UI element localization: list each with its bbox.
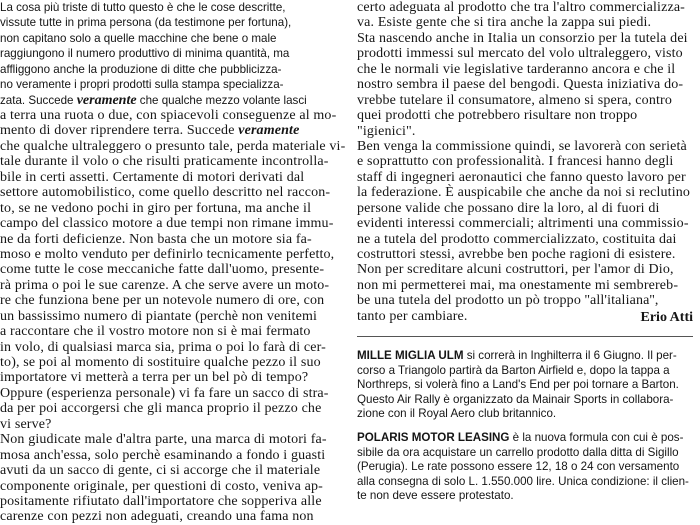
text-line: to), se poi al momento di sostituire qualche pezzo il suo	[0, 355, 321, 370]
text-line: certo adeguata al prodotto che tra l'altro commercializza-	[357, 0, 685, 15]
text-line: e soprattutto con professionalità. I francesi hanno degli	[357, 154, 674, 170]
text-line: vrebbe tutelare il consumatore, almeno si spera, contro	[357, 92, 672, 108]
text-line: Non giudicate male d'altra parte, una marca di motori fa-	[0, 432, 327, 448]
text-line: vi serve?	[0, 416, 52, 432]
text-line: carenze con pezzi non adeguati, creando una fama non	[0, 509, 314, 525]
text-line: raggiungono il numero produttivo di minima quantità, ma	[0, 47, 290, 61]
text-line: rà prima o poi le sue carenze. A che serve avere un moto-	[0, 277, 330, 293]
text-line: prodotti immessi sul mercato del volo ultraleggero, visto	[357, 46, 683, 62]
text-line: mosa anch'essa, solo perchè esaminando a fondo i guasti	[0, 447, 326, 463]
text-line: (Perugia). Le rate possono essere 12, 18 o 24 con versamento	[357, 460, 680, 474]
text-line: evidenti interessi commerciali; altrimenti una commissio-	[357, 216, 689, 232]
text-line: sibile da ora acquistare un carrello prodotto dalla ditta di Sigillo	[357, 445, 679, 459]
text-line: "igienici".	[357, 123, 416, 139]
text-line: Questo Air Rally è organizzato da Mainair Sports in collabora-	[357, 392, 674, 406]
text-line: alla consegna di solo L. 1.550.000 lire. Unica condizione: il clien-	[357, 474, 689, 488]
text-line: be una tutela del prodotto un pò troppo ''all'italiana'',	[357, 293, 659, 309]
text-line: costruttori stessi, avrebbe ben poche ragioni di esistere.	[357, 247, 676, 262]
news-headline: POLARIS MOTOR LEASING	[357, 431, 510, 444]
text-line: Sta nascendo anche in Italia un consorzio per la tutela dei	[357, 30, 688, 46]
left-serif-paragraph	[0, 108, 346, 525]
text-line: un bassissimo numero di piantate (perchè non venitemi	[0, 308, 318, 324]
text-line: ne da forti deficienze. Non basta che un motore sia fa-	[0, 231, 312, 247]
text-line: Oppure (esperienza personale) vi fa fare un sacco di stra-	[0, 385, 329, 401]
text-line: affliggono anche la produzione di ditte che pubblicizza-	[0, 62, 282, 76]
text-line: campo del classico motore a due tempi non rimane immu-	[0, 216, 334, 232]
section-divider	[357, 336, 693, 337]
text-fragment: zata. Succede	[0, 93, 77, 107]
text-line: tanto per cambiare.	[357, 308, 468, 324]
text-line: no veramente i propri prodotti sulla stampa specializza-	[0, 78, 284, 92]
text-line: da per poi accorgersi che gli manca proprio il pezzo che	[0, 401, 322, 417]
text-line: Non per screditare alcuni costruttori, per l'amor di Dio,	[357, 262, 674, 278]
text-line: settore automobilistico, come quello descritto nel raccon-	[0, 185, 331, 201]
text-line: corso a Triangolo partirà da Barton Airfield e, dopo la tappa a	[357, 363, 670, 377]
text-line	[357, 431, 693, 446]
text-line: vissute tutte in prima persona (da testimone per fortuna),	[0, 16, 292, 30]
text-line: va. Esiste gente che si tira anche la zappa sui piedi.	[357, 15, 652, 31]
text-line: che qualche ultraleggero o presunto tale, perda materiale vi-	[0, 138, 346, 154]
text-line: che le normali vie legislative tarderanno ancora e che il	[357, 61, 676, 77]
author-signature: Erio Atti	[640, 310, 693, 325]
text-line: la federazione. È auspicabile che anche da noi si reclutino	[357, 185, 691, 201]
text-line: componente originale, per questioni di costo, veniva ap-	[0, 478, 323, 494]
right-serif-paragraph	[357, 0, 693, 324]
text-line: re che funziona bene per un notevole numero di ore, con	[0, 293, 325, 309]
emphasis-text: veramente	[238, 123, 300, 139]
text-line: moso e molto venduto per definirlo tecnicamente perfetto,	[0, 246, 335, 262]
text-line	[0, 93, 338, 108]
text-line: te non deve essere protestato.	[357, 489, 514, 503]
text-line	[357, 349, 693, 364]
text-line: persone valide che possano dire la loro, al di fuori di	[357, 200, 660, 216]
text-fragment: si correrà in Inghilterra il 6 Giugno. Il per-	[463, 349, 677, 362]
news-item-mille-miglia	[357, 349, 693, 422]
text-line	[0, 123, 338, 138]
text-line: La cosa più triste di tutto questo è che le cose descritte,	[0, 1, 286, 14]
emphasis-text: veramente	[76, 92, 137, 108]
news-headline: MILLE MIGLIA ULM	[357, 349, 464, 362]
text-line: zione con il Royal Aero club britannico.	[357, 407, 557, 421]
text-fragment: mento di dover riprendere terra. Succede	[0, 123, 239, 139]
text-line: quei prodotti che potrebbero risultare non troppo	[357, 108, 638, 124]
text-line: staff di ingegneri aeronautici che fanno questo lavoro per	[357, 169, 686, 185]
text-line: non capitano solo a quelle macchine che bene o male	[0, 31, 277, 45]
text-line: nostro sembra il paese del bengodi. Questa iniziativa do-	[357, 77, 684, 93]
text-line: a raccontare che il vostro motore non si è mai fermato	[0, 324, 311, 340]
text-line: Ben venga la commissione quindi, se lavorerà con serietà	[357, 138, 687, 154]
text-line: importatore vi metterà a terra per un bel pò di tempo?	[0, 370, 309, 386]
text-line: avuti da un sacco di gente, ci si accorge che il materiale	[0, 463, 321, 479]
text-line: tale durante il volo o che risulti praticamente incontrolla-	[0, 154, 329, 170]
text-line: bile in certi assetti. Certamente di motori derivati dal	[0, 169, 305, 185]
text-line: non mi permetterei mai, ma onestamente mi sembrereb-	[357, 277, 679, 293]
text-line: come tutte le cose meccaniche fatte dall'uomo, presente-	[0, 262, 325, 278]
text-line: ne a tutela del prodotto commercializzato, costituita dai	[357, 231, 677, 247]
left-sans-paragraph	[0, 0, 338, 108]
news-item-polaris	[357, 431, 693, 504]
text-line: in volo, di qualsiasi marca sia, prima o poi lo farà di cer-	[0, 339, 326, 355]
text-fragment: che qualche mezzo volante lasci	[136, 93, 307, 107]
text-fragment: è la nuova formula con cui è pos-	[509, 431, 684, 444]
text-line: to, se ne vedono pochi in giro per fortuna, ma anche il	[0, 200, 312, 216]
text-line: Northreps, si volerà fino a Land's End per poi tornare a Barton.	[357, 378, 679, 392]
text-line: positamente rifiutato dall'importatore che sopperiva alle	[0, 493, 322, 509]
text-line: a terra una ruota o due, con spiacevoli conseguenze al mo-	[0, 108, 337, 123]
